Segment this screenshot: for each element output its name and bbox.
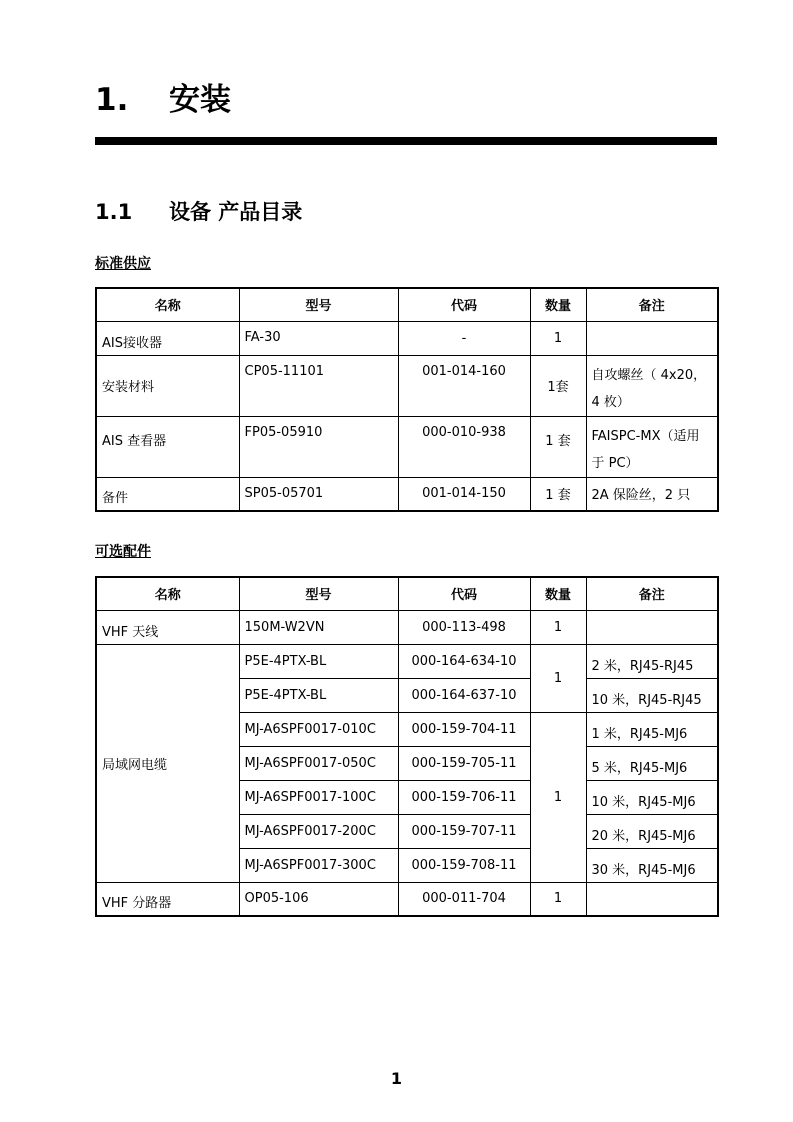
- cell-remark: 20 米，RJ45-MJ6: [586, 814, 718, 848]
- table-row: [96, 321, 718, 355]
- cell-remark: 自攻螺丝（ 4x20，4 枚）: [586, 355, 718, 416]
- cell-qty: 1: [530, 882, 586, 916]
- cell-model: CP05-11101: [239, 355, 398, 416]
- cell-code: 000-159-708-11: [398, 848, 530, 882]
- header-name: 名称: [96, 288, 239, 321]
- optional-accessories-table: [95, 576, 719, 917]
- chapter-title: 安装: [169, 82, 231, 118]
- cell-code: -: [398, 321, 530, 355]
- chapter-rule: [95, 137, 717, 145]
- cell-model: FP05-05910: [239, 416, 398, 477]
- cell-model: OP05-106: [239, 882, 398, 916]
- cell-remark: 5 米，RJ45-MJ6: [586, 746, 718, 780]
- cell-qty: 1套: [530, 355, 586, 416]
- chapter-heading: [95, 78, 231, 122]
- cell-model: MJ-A6SPF0017-300C: [239, 848, 398, 882]
- page-number: 1: [390, 1069, 403, 1088]
- cell-code: 000-159-706-11: [398, 780, 530, 814]
- cell-model: MJ-A6SPF0017-100C: [239, 780, 398, 814]
- cell-name: VHF 分路器: [96, 882, 239, 916]
- header-code: 代码: [398, 577, 530, 610]
- standard-supply-label: 标准供应: [95, 256, 151, 272]
- cell-model: P5E-4PTX-BL: [239, 678, 398, 712]
- table-row: [96, 477, 718, 511]
- cell-model: MJ-A6SPF0017-200C: [239, 814, 398, 848]
- optional-accessories-label: 可选配件: [95, 544, 151, 560]
- header-qty: 数量: [530, 288, 586, 321]
- header-model: 型号: [239, 577, 398, 610]
- cell-remark: [586, 321, 718, 355]
- table-row: [96, 644, 718, 678]
- cell-qty: 1: [530, 644, 586, 712]
- header-remark: 备注: [586, 577, 718, 610]
- standard-supply-table: [95, 287, 719, 512]
- cell-code: 000-159-705-11: [398, 746, 530, 780]
- cell-name: 安装材料: [96, 355, 239, 416]
- header-remark: 备注: [586, 288, 718, 321]
- cell-remark: 10 米，RJ45-MJ6: [586, 780, 718, 814]
- cell-remark: 2 米，RJ45-RJ45: [586, 644, 718, 678]
- cell-qty: 1: [530, 610, 586, 644]
- section-number: 1.1: [95, 200, 133, 224]
- cell-qty: 1: [530, 321, 586, 355]
- table-row: [96, 355, 718, 416]
- table-row: [96, 416, 718, 477]
- cell-qty: 1: [530, 712, 586, 882]
- cell-code: 000-011-704: [398, 882, 530, 916]
- cell-code: 000-010-938: [398, 416, 530, 477]
- cell-code: 000-164-634-10: [398, 644, 530, 678]
- cell-remark: 2A 保险丝，2 只: [586, 477, 718, 511]
- cell-remark: 1 米，RJ45-MJ6: [586, 712, 718, 746]
- cell-code: 000-164-637-10: [398, 678, 530, 712]
- cell-code: 000-113-498: [398, 610, 530, 644]
- section-heading: [95, 198, 302, 226]
- cell-model: FA-30: [239, 321, 398, 355]
- cell-code: 001-014-160: [398, 355, 530, 416]
- cell-name: VHF 天线: [96, 610, 239, 644]
- cell-remark: 10 米，RJ45-RJ45: [586, 678, 718, 712]
- table-header-row: [96, 577, 718, 610]
- cell-code: 000-159-704-11: [398, 712, 530, 746]
- table-row: [96, 882, 718, 916]
- table-row: [96, 610, 718, 644]
- header-qty: 数量: [530, 577, 586, 610]
- cell-name: AIS接收器: [96, 321, 239, 355]
- header-name: 名称: [96, 577, 239, 610]
- chapter-number: 1.: [95, 82, 129, 118]
- cell-qty: 1 套: [530, 477, 586, 511]
- header-code: 代码: [398, 288, 530, 321]
- table-header-row: [96, 288, 718, 321]
- cell-remark: [586, 610, 718, 644]
- cell-model: SP05-05701: [239, 477, 398, 511]
- cell-model: P5E-4PTX-BL: [239, 644, 398, 678]
- cell-remark: 30 米，RJ45-MJ6: [586, 848, 718, 882]
- cell-name: 局域网电缆: [96, 644, 239, 882]
- cell-name: 备件: [96, 477, 239, 511]
- cell-code: 000-159-707-11: [398, 814, 530, 848]
- cell-code: 001-014-150: [398, 477, 530, 511]
- cell-model: 150M-W2VN: [239, 610, 398, 644]
- cell-remark: [586, 882, 718, 916]
- header-model: 型号: [239, 288, 398, 321]
- cell-remark: FAISPC-MX（适用于 PC）: [586, 416, 718, 477]
- cell-qty: 1 套: [530, 416, 586, 477]
- cell-model: MJ-A6SPF0017-010C: [239, 712, 398, 746]
- cell-name: AIS 查看器: [96, 416, 239, 477]
- cell-model: MJ-A6SPF0017-050C: [239, 746, 398, 780]
- section-title: 设备 产品目录: [169, 200, 303, 224]
